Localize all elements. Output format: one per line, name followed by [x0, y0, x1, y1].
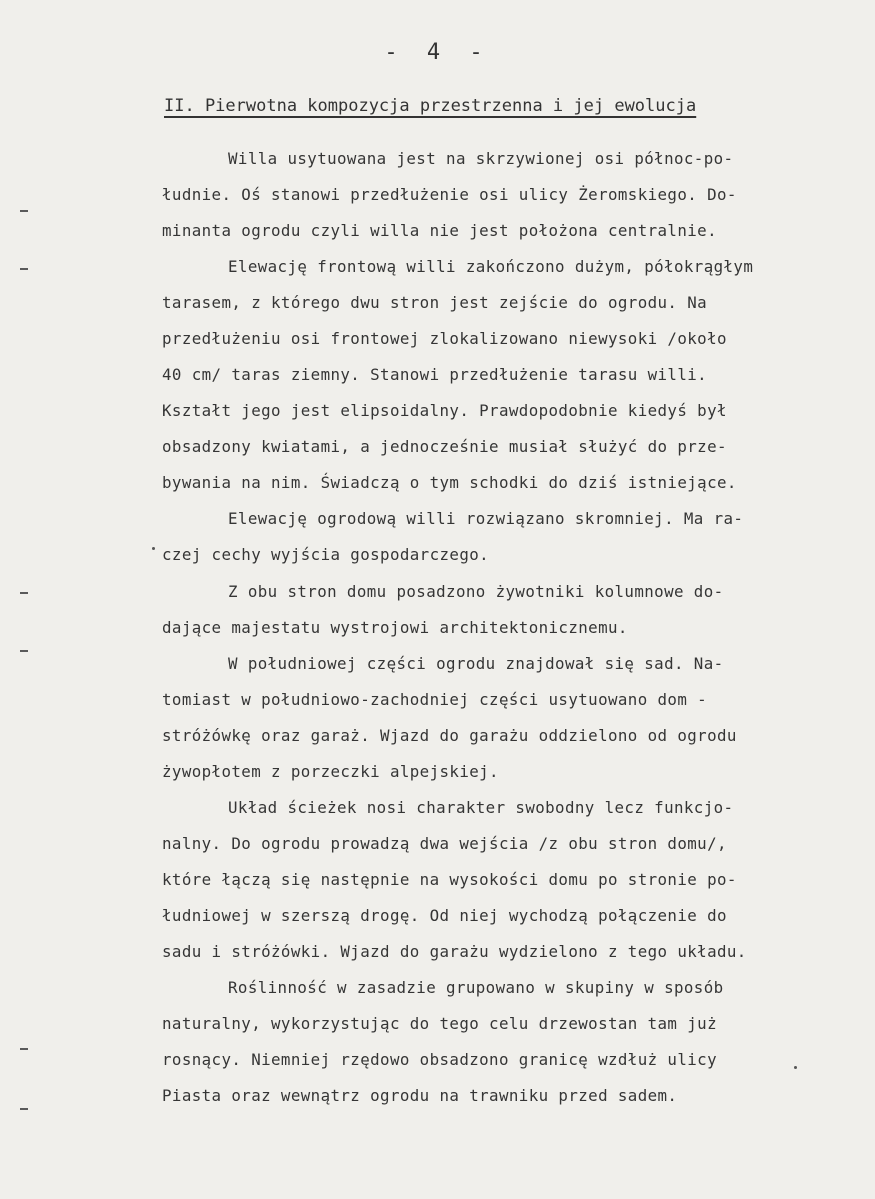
- text-line: sadu i stróżówki. Wjazd do garażu wydzielono z tego układu.: [162, 942, 747, 961]
- text-line: Z obu stron domu posadzono żywotniki kolumnowe do-: [228, 582, 724, 601]
- text-line: minanta ogrodu czyli willa nie jest położona centralnie.: [162, 221, 717, 240]
- margin-mark: [20, 210, 28, 212]
- margin-mark: [20, 1048, 28, 1050]
- text-line: nalny. Do ogrodu prowadzą dwa wejścia /z obu stron domu/,: [162, 834, 727, 853]
- text-line: bywania na nim. Świadczą o tym schodki do dziś istniejące.: [162, 473, 737, 492]
- text-line: przedłużeniu osi frontowej zlokalizowano niewysoki /około: [162, 329, 727, 348]
- text-line: 40 cm/ taras ziemny. Stanowi przedłużenie tarasu willi.: [162, 365, 708, 384]
- text-line: Układ ścieżek nosi charakter swobodny lecz funkcjo-: [228, 798, 734, 817]
- margin-mark: [20, 1108, 28, 1110]
- text-line: dające majestatu wystrojowi architektonicznemu.: [162, 618, 628, 637]
- text-line: Willa usytuowana jest na skrzywionej osi północ-po-: [228, 149, 734, 168]
- text-line: żywopłotem z porzeczki alpejskiej.: [162, 762, 499, 781]
- margin-mark: [20, 592, 28, 594]
- text-line: łudniowej w szerszą drogę. Od niej wychodzą połączenie do: [162, 906, 727, 925]
- section-heading: II. Pierwotna kompozycja przestrzenna i jej ewolucja: [164, 96, 697, 116]
- text-line: tomiast w południowo-zachodniej części usytuowano dom -: [162, 690, 708, 709]
- text-line: Elewację ogrodową willi rozwiązano skromniej. Ma ra-: [228, 509, 744, 528]
- text-line: czej cechy wyjścia gospodarczego.: [162, 545, 490, 564]
- margin-mark: [20, 650, 28, 652]
- text-line: Roślinność w zasadzie grupowano w skupiny w sposób: [228, 978, 724, 997]
- page-number: - 4 -: [384, 40, 491, 65]
- text-line: naturalny, wykorzystując do tego celu drzewostan tam już: [162, 1014, 717, 1033]
- text-line: tarasem, z którego dwu stron jest zejście do ogrodu. Na: [162, 293, 708, 312]
- text-line: rosnący. Niemniej rzędowo obsadzono granicę wzdłuż ulicy: [162, 1050, 717, 1069]
- text-line: stróżówkę oraz garaż. Wjazd do garażu oddzielono od ogrodu: [162, 726, 737, 745]
- text-line: które łączą się następnie na wysokości domu po stronie po-: [162, 870, 737, 889]
- text-line: W południowej części ogrodu znajdował się sad. Na-: [228, 654, 724, 673]
- text-line: Elewację frontową willi zakończono dużym, półokrągłym: [228, 257, 754, 276]
- text-line: Kształt jego jest elipsoidalny. Prawdopodobnie kiedyś był: [162, 401, 727, 420]
- text-line: Piasta oraz wewnątrz ogrodu na trawniku przed sadem.: [162, 1086, 678, 1105]
- text-line: łudnie. Oś stanowi przedłużenie osi ulicy Żeromskiego. Do-: [162, 185, 737, 204]
- ink-dot: [794, 1066, 797, 1069]
- margin-mark: [20, 268, 28, 270]
- ink-dot: [152, 547, 155, 550]
- text-line: obsadzony kwiatami, a jednocześnie musiał służyć do prze-: [162, 437, 727, 456]
